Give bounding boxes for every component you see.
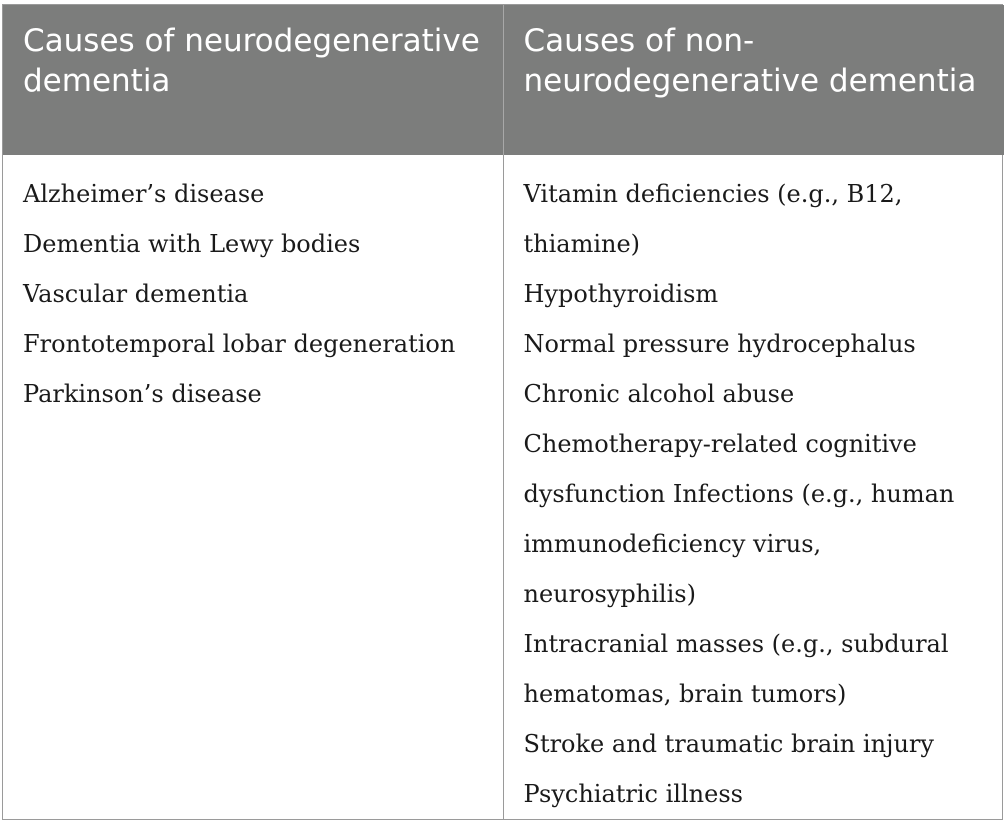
list-item: Chemotherapy-related cognitive dysfunction Infections (e.g., human immunodeficiency virus, neurosyphilis) xyxy=(523,430,955,608)
table-header xyxy=(3,5,1004,155)
header-row xyxy=(3,5,1004,155)
header-non-neurodegenerative: Causes of non-neurodegenerative dementia xyxy=(503,5,1004,155)
non-neurodegenerative-cell xyxy=(503,155,1004,819)
table xyxy=(3,5,1004,819)
list-item: Normal pressure hydrocephalus xyxy=(523,330,916,358)
list-item: Vascular dementia xyxy=(23,280,249,308)
neurodegenerative-list xyxy=(23,169,485,419)
neurodegenerative-cell xyxy=(3,155,503,819)
list-item: Alzheimer’s disease xyxy=(23,180,265,208)
list-item: Hypothyroidism xyxy=(523,280,719,308)
list-item: Parkinson’s disease xyxy=(23,380,262,408)
table-body xyxy=(3,155,1004,819)
list-item: Frontotemporal lobar degeneration xyxy=(23,330,456,358)
list-item: Intracranial masses (e.g., subdural hematomas, brain tumors) xyxy=(523,630,949,708)
list-item: Stroke and traumatic brain injury xyxy=(523,730,934,758)
dementia-causes-table xyxy=(2,4,1003,820)
list-item: Psychiatric illness xyxy=(523,780,743,808)
list-item: Chronic alcohol abuse xyxy=(523,380,795,408)
table-row xyxy=(3,155,1004,819)
list-item: Vitamin deficiencies (e.g., B12, thiamine) xyxy=(523,180,903,258)
non-neurodegenerative-list xyxy=(524,169,987,819)
header-neurodegenerative: Causes of neurodegenerative dementia xyxy=(3,5,503,155)
list-item: Dementia with Lewy bodies xyxy=(23,230,361,258)
